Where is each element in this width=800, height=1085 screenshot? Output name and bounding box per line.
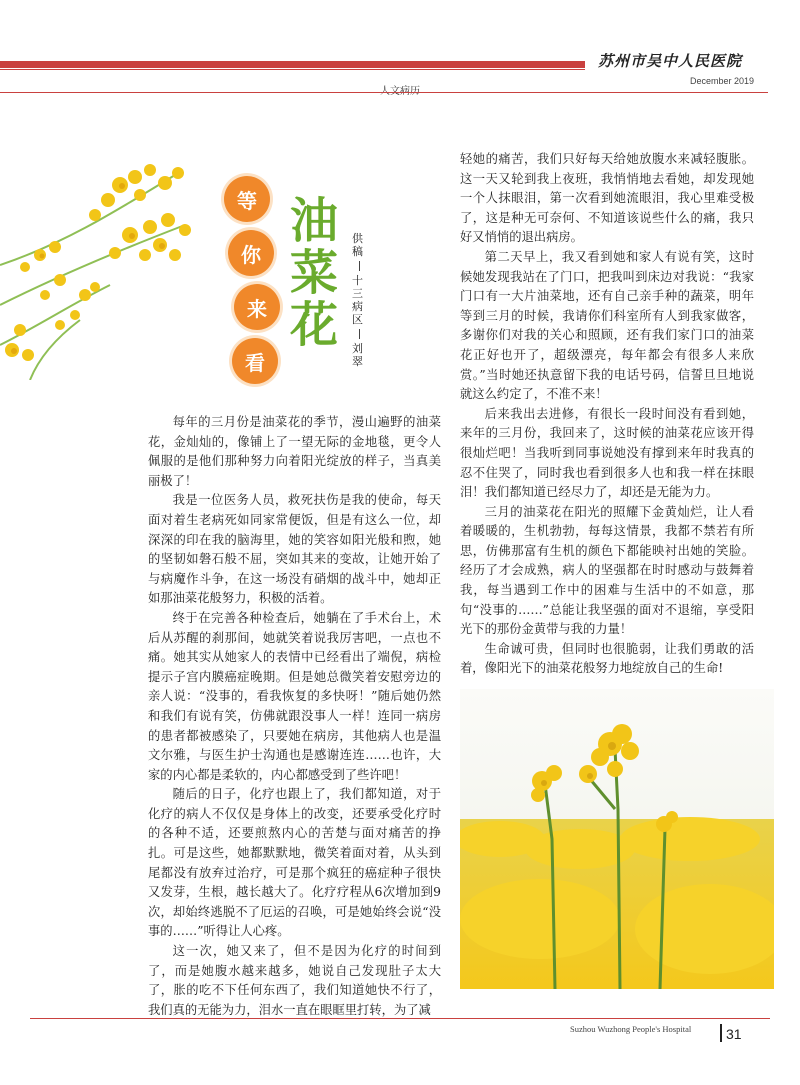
rapeseed-field-photo [460, 689, 774, 989]
paragraph: 后来我出去进修，有很长一段时间没有看到她，来年的三月份，我回来了，这时候的油菜花应该开得很灿烂吧！当我听到同事说她没有撑到来年时我真的忍不住哭了，同时我也看到很多人也和我一样在抹眼泪！我们都知道已经尽力了，却还是无能为力。 [460, 406, 754, 500]
paragraph: 我是一位医务人员，救死扶伤是我的使命，每天面对着生老病死如同家常便饭，但是有这么一位，却深深的印在我的脑海里，她的笑容如阳光般和煦，她的坚韧如磐石般不屈，突如其来的变故，让她开始了与病魔作斗争，在这一场没有硝烟的战斗中，她却正如那油菜花般努力，积极的活着。 [148, 493, 441, 606]
section-label [380, 82, 420, 97]
byline-author: 刘翠 [352, 342, 363, 368]
footer-divider [30, 1018, 770, 1019]
paragraph: 随后的日子，化疗也跟上了，我们都知道，对于化疗的病人不仅仅是身体上的改变，还要承受化疗时的各种不适，还要煎熬内心的苦楚与面对痛苦的挣扎。可是这些，她都默默地，微笑着面对着，从头到尾都没有放弃过治疗，可是那个疯狂的癌症种子很快又发芽，生根，越长越大了。化疗疗程从6次增加到9次，却始终逃脱不了厄运的召唤，可是她始终会说“没事的……”听得让人心疼。 [148, 787, 441, 939]
title-char: 油 [290, 193, 339, 249]
title-bubble: 你 [228, 230, 274, 276]
title-bubble: 来 [234, 284, 280, 330]
article-column-left [148, 413, 441, 1020]
paragraph: 第二天早上，我又看到她和家人有说有笑，这时候她发现我站在了门口，把我叫到床边对我说：“我家门口有一大片油菜地，还有自己亲手种的蔬菜，明年等到三月的时候，我请你们科室所有人到我家做客，多谢你们对我的关心和照顾，还有我们家门口的油菜花正好也开了，超级漂亮，每年都会有很多人来欣赏。”当时她还执意留下我的电话号码，信誓旦旦地说就这么约定了，不准不来！ [460, 249, 754, 402]
page-number: 31 [726, 1026, 742, 1042]
title-bubble: 看 [232, 338, 278, 384]
header-divider [0, 92, 768, 93]
byline-dept: 十三病区 [352, 274, 363, 326]
title-char: 花 [290, 297, 339, 353]
paragraph: 终于在完善各种检查后，她躺在了手术台上，术后从苏醒的刹那间，她就笑着说我厉害吧，一点也不痛。她其实从她家人的表情中已经看出了端倪，病检提示子宫内膜癌症晚期。但是她总微笑着安慰旁边的亲人说：“没事的，看我恢复的多快呀！”随后她仍然和我们有说有笑，仿佛就跟没事人一样！连同一病房的患者都被感染了，只要她在病房，其他病人也是温文尔雅，与医生护士沟通也是感谢连连……也许，大家的内心都是柔软的，内心都感受到了些许吧！ [148, 610, 441, 782]
title-bubble: 等 [224, 176, 270, 222]
byline-separator [359, 329, 360, 339]
hospital-name: 苏州市吴中人民医院 [598, 52, 743, 70]
page-number-bar [720, 1024, 722, 1042]
issue-date: December 2019 [690, 76, 755, 86]
title-bubbles [224, 176, 284, 392]
article-column-right [460, 150, 754, 679]
paragraph: 这一次，她又来了，但不是因为化疗的时间到了，而是她腹水越来越多，她说自己发现肚子太大了，胀的吃不下任何东西了，我们知道她快不行了，我们真的无能为力，泪水一直在眼眶里打转，为了减 [148, 944, 441, 1017]
title-char: 菜 [290, 245, 339, 301]
paragraph: 三月的油菜花在阳光的照耀下金黄灿烂，让人看着暖暖的，生机勃勃，每每这情景，我都不禁若有所思，仿佛那富有生机的颜色下都能映衬出她的笑脸。经历了才会成熟，病人的坚强都在时时感动与鼓舞着我，每当遇到工作中的困难与生活中的不如意，那句“没事的……”总能让我坚强的面对不退缩，享受阳光下的那份金黄带与我的力量！ [460, 504, 754, 637]
byline [352, 232, 366, 368]
byline-separator [359, 261, 360, 271]
header-accent-line [0, 69, 585, 70]
paragraph: 生命诚可贵，但同时也很脆弱，让我们勇敢的活着，像阳光下的油菜花般努力地绽放自己的生命! [460, 641, 754, 676]
header-accent-bar [0, 61, 585, 68]
footer-hospital-name: Suzhou Wuzhong People's Hospital [570, 1024, 692, 1034]
paragraph: 每年的三月份是油菜花的季节，漫山遍野的油菜花，金灿灿的，像铺上了一望无际的金地毯，更令人佩服的是他们那种努力向着阳光绽放的样子，当真美丽极了！ [148, 415, 441, 488]
rapeseed-flower-branch-image [0, 155, 210, 380]
paragraph-continued: 轻她的痛苦，我们只好每天给她放腹水来减轻腹胀。这一天又轮到我上夜班，我悄悄地去看她，却发现她一个人抹眼泪，第一次看到她流眼泪，我心里难受极了，这是种无可奈何、不知道该说些什么的痛，我只好又悄悄的退出病房。 [460, 152, 754, 245]
article-title [290, 195, 350, 351]
byline-role: 供稿 [352, 232, 363, 258]
